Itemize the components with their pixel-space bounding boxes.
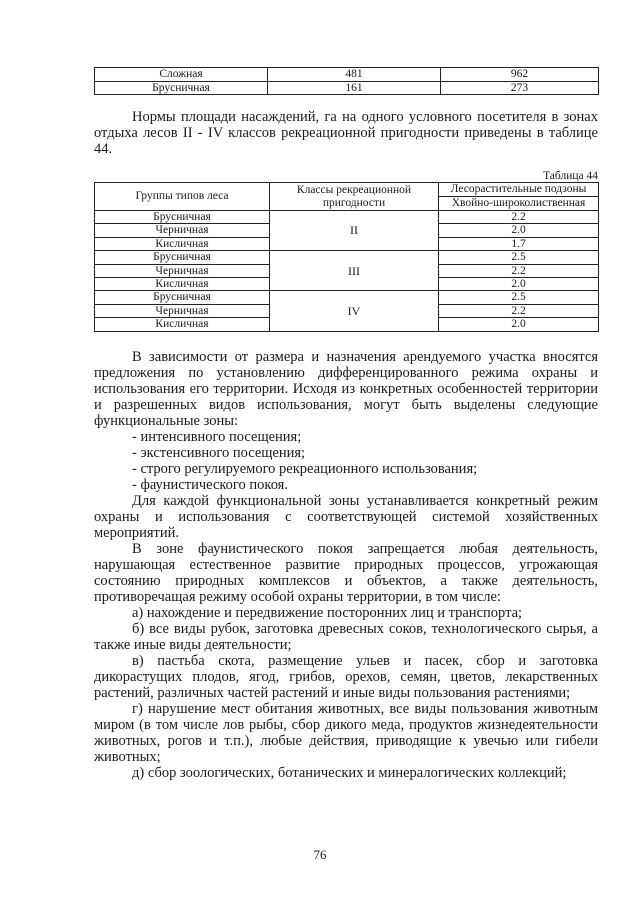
forest-type-cell: Черничная bbox=[95, 264, 270, 277]
zone-item: - интенсивного посещения; bbox=[132, 429, 302, 445]
table-row bbox=[95, 81, 599, 95]
header-recreation-classes: Классы рекреационной пригодности bbox=[270, 183, 439, 211]
norm-cell: 2.5 bbox=[439, 251, 599, 264]
class-cell: II bbox=[270, 211, 439, 251]
page-number: 76 bbox=[313, 847, 327, 862]
norm-cell: 2.0 bbox=[439, 224, 599, 237]
prohibition-item: г) нарушение мест обитания животных, все виды пользования животным миром (в том числе лов рыбы, сбор дикого меда, продуктов жизнедеятельности животных, рогов и т.п.), любые действия, приводящие к увечью или гибели животных; bbox=[94, 701, 598, 765]
prohibition-item: д) сбор зоологических, ботанических и минералогических коллекций; bbox=[132, 765, 567, 781]
paragraph-text: Нормы площади насаждений, га на одного условного посетителя в зонах отдыха лесов II - IV классов рекреационной пригодности приведены в таблице 44. bbox=[94, 109, 598, 157]
forest-type-cell: Брусничная bbox=[95, 291, 270, 304]
header-subzones: Лесорастительные подзоны bbox=[439, 183, 599, 197]
norm-cell: 2.0 bbox=[439, 318, 599, 331]
table-cell: Брусничная bbox=[95, 81, 268, 95]
forest-type-cell: Черничная bbox=[95, 304, 270, 317]
forest-type-cell: Кисличная bbox=[95, 237, 270, 250]
forest-type-cell: Кисличная bbox=[95, 318, 270, 331]
table-44 bbox=[94, 182, 599, 332]
forest-type-cell: Брусничная bbox=[95, 251, 270, 264]
table-caption: Таблица 44 bbox=[543, 170, 598, 182]
norm-cell: 2.5 bbox=[439, 291, 599, 304]
prohibition-item: б) все виды рубок, заготовка древесных соков, технологического сырья, а также иные виды деятельности; bbox=[94, 621, 598, 653]
norm-cell: 2.0 bbox=[439, 278, 599, 291]
norm-cell: 2.2 bbox=[439, 304, 599, 317]
intro-paragraph bbox=[94, 109, 598, 157]
table-cell: 273 bbox=[441, 81, 599, 95]
zone-item: - строго регулируемого рекреационного использования; bbox=[132, 461, 478, 477]
forest-type-cell: Кисличная bbox=[95, 278, 270, 291]
header-forest-groups: Группы типов леса bbox=[95, 183, 270, 211]
norm-cell: 2.2 bbox=[439, 264, 599, 277]
class-cell: III bbox=[270, 251, 439, 291]
table-row bbox=[95, 251, 599, 264]
table-cell: 962 bbox=[441, 68, 599, 82]
table-row bbox=[95, 291, 599, 304]
forest-type-cell: Брусничная bbox=[95, 211, 270, 224]
table-cell: 161 bbox=[268, 81, 441, 95]
table-cell: Сложная bbox=[95, 68, 268, 82]
norm-cell: 2.2 bbox=[439, 211, 599, 224]
prohibition-item: а) нахождение и передвижение посторонних лиц и транспорта; bbox=[132, 605, 523, 621]
table-continuation bbox=[94, 67, 599, 95]
table-row bbox=[95, 211, 599, 224]
norm-cell: 1.7 bbox=[439, 237, 599, 250]
class-cell: IV bbox=[270, 291, 439, 331]
forest-type-cell: Черничная bbox=[95, 224, 270, 237]
zone-item: - фаунистического покоя. bbox=[132, 477, 288, 493]
paragraph-regime: Для каждой функциональной зоны устанавливается конкретный режим охраны и использования с соответствующей системой хозяйственных мероприятий. bbox=[94, 493, 598, 541]
header-subzone-mixed: Хвойно-широколиственная bbox=[439, 197, 599, 211]
paragraph-prohibitions: В зоне фаунистического покоя запрещается любая деятельность, нарушающая естественное развитие природных процессов, угрожающая состоянию природных комплексов и объектов, а также деятельность, противоречащая режиму особой охраны территории, в том числе: bbox=[94, 541, 598, 605]
table-row bbox=[95, 68, 599, 82]
table-cell: 481 bbox=[268, 68, 441, 82]
body-text bbox=[94, 349, 598, 781]
prohibition-item: в) пастьба скота, размещение ульев и пасек, сбор и заготовка дикорастущих плодов, ягод, грибов, орехов, семян, цветов, лекарственных растений, различных частей растений и иные виды пользования растениями; bbox=[94, 653, 598, 701]
paragraph-zones-intro: В зависимости от размера и назначения арендуемого участка вносятся предложения по установлению дифференцированного режима охраны и использования его территории. Исходя из конкретных особенностей территории и разрешенных видов использования, могут быть выделены следующие функциональные зоны: bbox=[94, 349, 598, 429]
table-header-row bbox=[95, 183, 599, 197]
zone-item: - экстенсивного посещения; bbox=[132, 445, 306, 461]
